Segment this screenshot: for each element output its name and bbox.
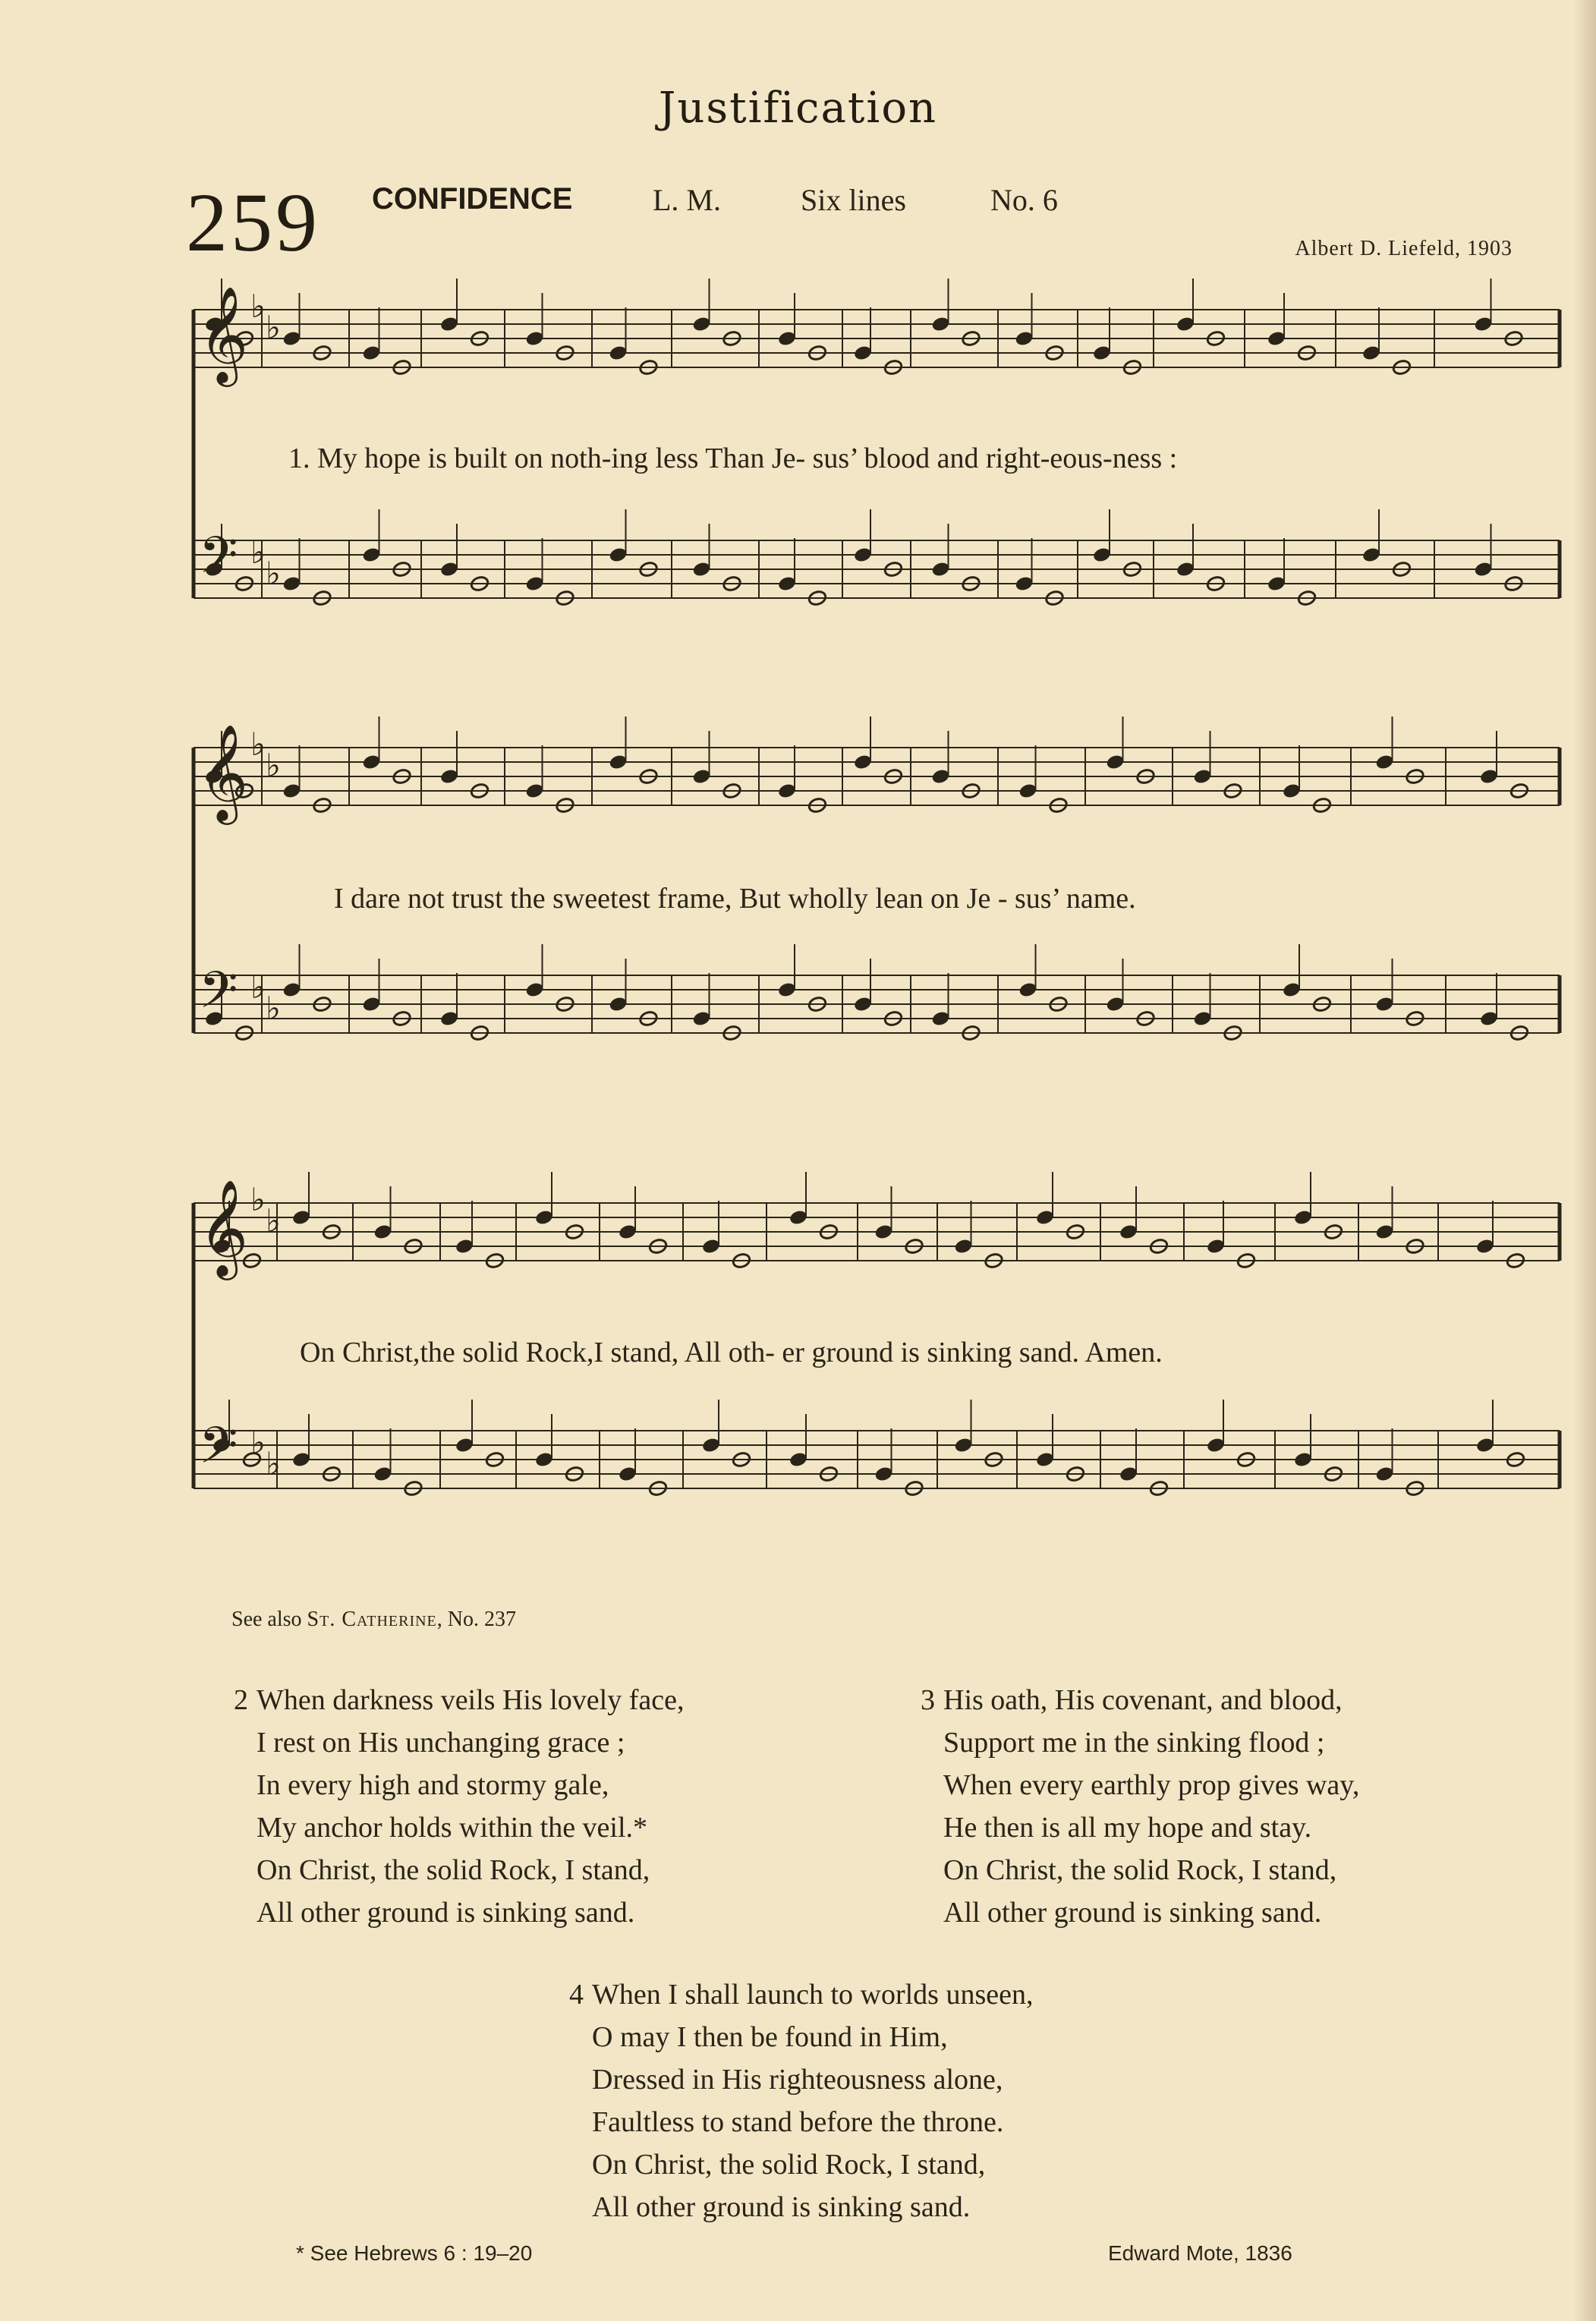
lyric-line-1: 1. My hope is built on noth-ing less Than Je- sus’ blood and right-eous-ness :: [288, 442, 1178, 474]
lyric-line-3: On Christ,the solid Rock,I stand, All oth- er ground is sinking sand. Amen.: [300, 1337, 1163, 1368]
stanza-number: 4: [569, 1979, 584, 2011]
see-also-suffix: , No. 237: [436, 1608, 516, 1631]
flat-icon: ♭: [250, 726, 266, 763]
stanza-line: On Christ, the solid Rock, I stand,: [592, 2149, 986, 2181]
bass-clef-icon: 𝄢: [199, 526, 238, 597]
text-author: Edward Mote, 1836: [1108, 2241, 1292, 2265]
stanza-line: My anchor holds within the veil.*: [257, 1812, 648, 1844]
flat-icon: ♭: [266, 1202, 281, 1239]
stanza-number: 3: [921, 1684, 935, 1716]
treble-clef-icon: 𝄞: [199, 1179, 249, 1276]
stanza-line: In every high and stormy gale,: [257, 1769, 609, 1801]
stanza-line: His oath, His covenant, and blood,: [943, 1684, 1343, 1716]
meter: L. M.: [653, 183, 721, 217]
stanza-2: [234, 1679, 685, 1934]
composer-name: Albert D. Liefeld: [1295, 237, 1455, 260]
section-title: Justification: [658, 83, 938, 133]
stanza-line: All other ground is sinking sand.: [592, 2191, 971, 2223]
stanza-line: When darkness veils His lovely face,: [257, 1684, 685, 1716]
flat-icon: ♭: [266, 747, 281, 784]
stanza-line: O may I then be found in Him,: [592, 2021, 948, 2053]
stanza-4: [569, 1973, 1034, 2228]
footnote: * See Hebrews 6 : 19–20: [296, 2241, 533, 2265]
flat-icon: ♭: [266, 309, 281, 346]
stanza-line: Faultless to stand before the throne.: [592, 2106, 1004, 2138]
lines-count: Six lines: [801, 183, 906, 217]
stanza-line: When every earthly prop gives way,: [943, 1769, 1360, 1801]
lyric-line-2: I dare not trust the sweetest frame, But wholly lean on Je - sus’ name.: [334, 883, 1136, 915]
flat-icon: ♭: [250, 1181, 266, 1218]
flat-icon: ♭: [250, 968, 266, 1006]
composer-year: , 1903: [1455, 237, 1513, 260]
tune-number: No. 6: [990, 183, 1058, 217]
tune-name: CONFIDENCE: [372, 182, 573, 216]
flat-icon: ♭: [266, 555, 281, 592]
page-edge-shadow: [1573, 0, 1596, 2321]
stanza-line: On Christ, the solid Rock, I stand,: [943, 1854, 1337, 1886]
stanza-line: All other ground is sinking sand.: [943, 1897, 1322, 1929]
stanza-line: All other ground is sinking sand.: [257, 1897, 635, 1929]
treble-clef-icon: 𝄞: [199, 723, 249, 820]
stanza-line: Dressed in His righteousness alone,: [592, 2064, 1003, 2096]
see-also-prefix: See also: [231, 1608, 307, 1631]
stanza-line: When I shall launch to worlds unseen,: [592, 1979, 1034, 2011]
hymn-number: 259: [186, 176, 320, 269]
flat-icon: ♭: [250, 534, 266, 571]
flat-icon: ♭: [250, 1424, 266, 1461]
flat-icon: ♭: [266, 1445, 281, 1482]
bass-clef-icon: 𝄢: [199, 1416, 238, 1487]
bass-clef-icon: 𝄢: [199, 961, 238, 1031]
see-also-note: [231, 1608, 516, 1632]
flat-icon: ♭: [266, 990, 281, 1027]
see-also-tune: St. Catherine: [307, 1608, 437, 1631]
stanza-3: [921, 1679, 1360, 1934]
treble-clef-icon: 𝄞: [199, 285, 249, 383]
stanza-line: On Christ, the solid Rock, I stand,: [257, 1854, 650, 1886]
stanza-line: Support me in the sinking flood ;: [943, 1727, 1325, 1759]
stanza-number: 2: [234, 1684, 248, 1716]
stanza-line: I rest on His unchanging grace ;: [257, 1727, 625, 1759]
stanza-line: He then is all my hope and stay.: [943, 1812, 1312, 1844]
flat-icon: ♭: [250, 288, 266, 325]
